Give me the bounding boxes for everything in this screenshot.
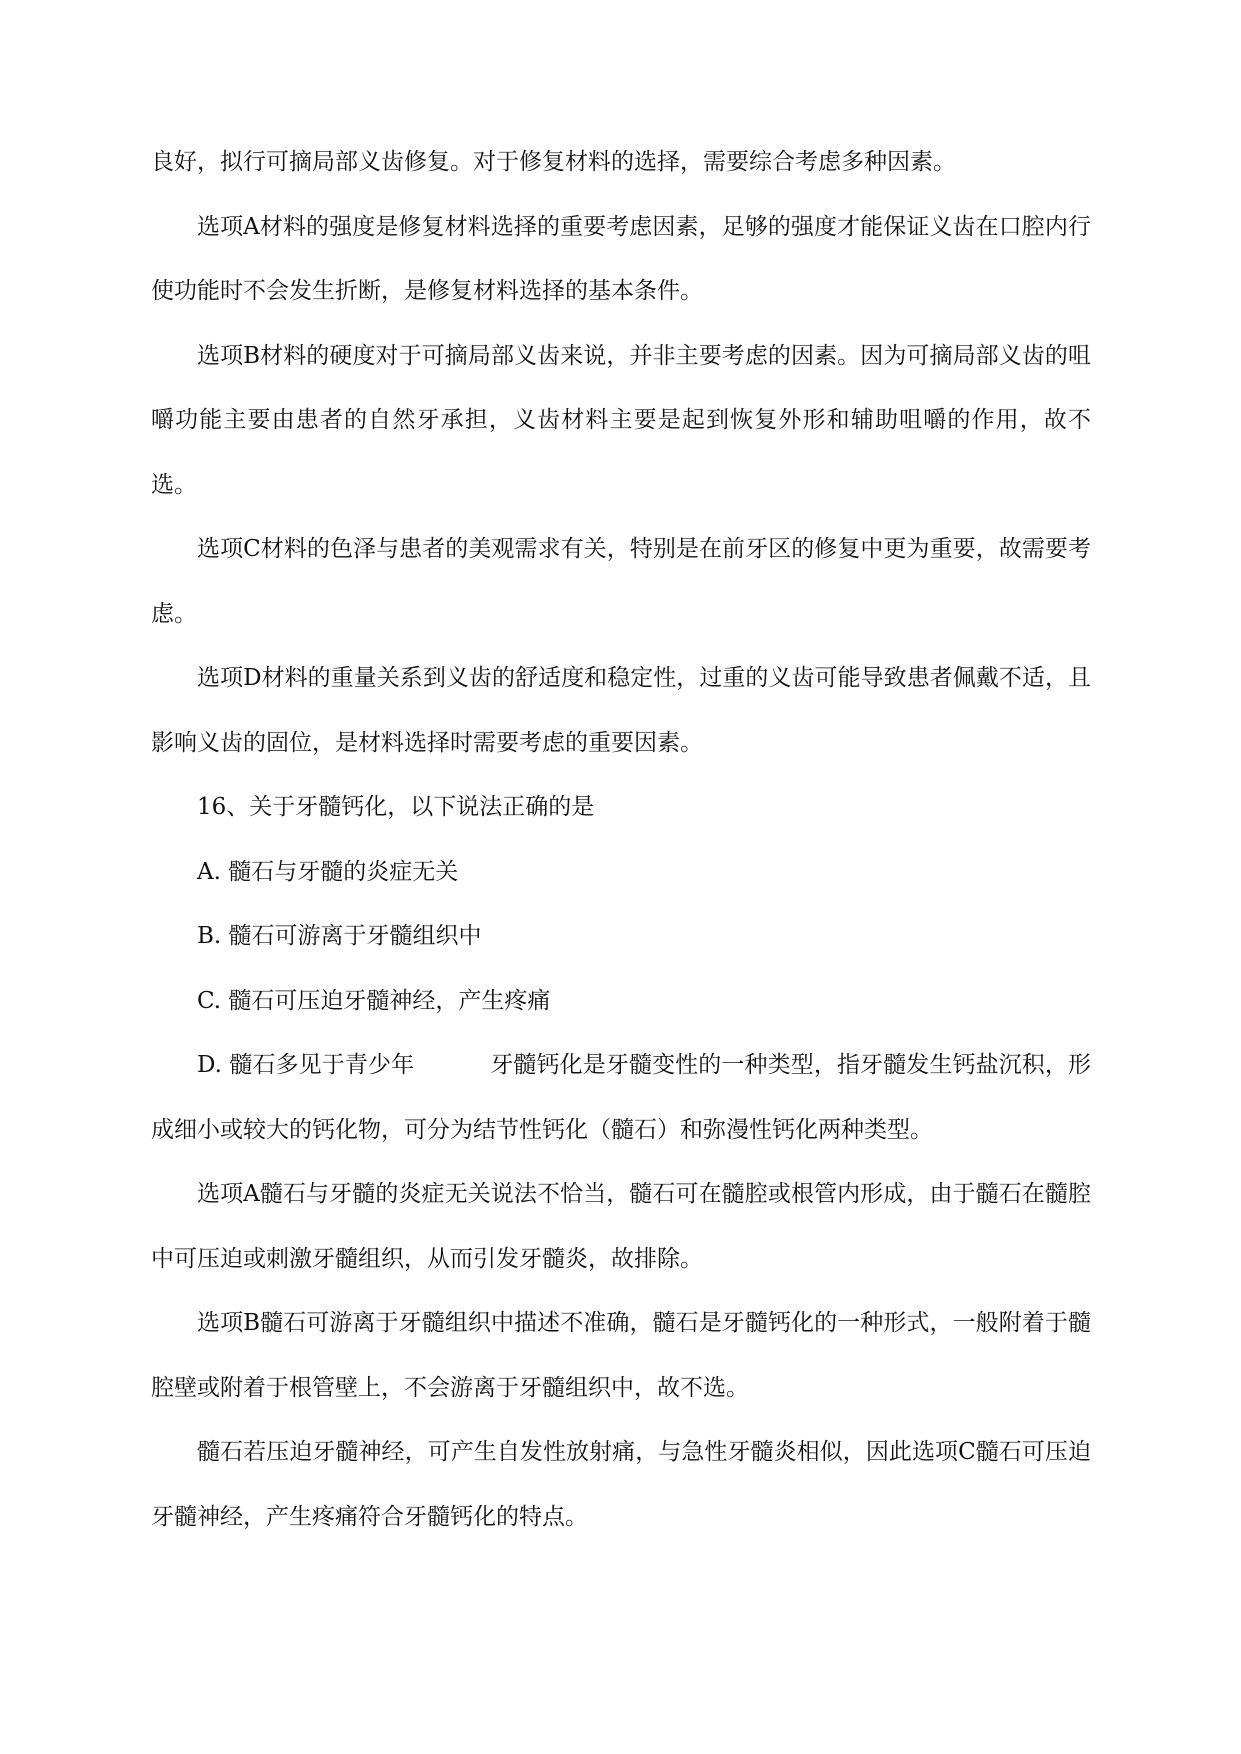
paragraph-q16-option-b-analysis: 选项B髓石可游离于牙髓组织中描述不准确，髓石是牙髓钙化的一种形式，一般附着于髓腔壁或附着于根管壁上，不会游离于牙髓组织中，故不选。: [151, 1310, 1091, 1401]
question-16-stem: 16、关于牙髓钙化，以下说法正确的是: [197, 794, 595, 820]
question-16-option-c: C. 髓石可压迫牙髓神经，产生疼痛: [197, 987, 551, 1014]
paragraph-option-d-analysis: 选项D材料的重量关系到义齿的舒适度和稳定性，过重的义齿可能导致患者佩戴不适，且影响义齿的固位，是材料选择时需要考虑的重要因素。: [151, 665, 1091, 756]
paragraph-intro: 良好，拟行可摘局部义齿修复。对于修复材料的选择，需要综合考虑多种因素。: [151, 149, 956, 175]
question-16-explanation: 牙髓钙化是牙髓变性的一种类型，指牙髓发生钙盐沉积，形成细小或较大的钙化物，可分为结节性钙化（髓石）和弥漫性钙化两种类型。: [151, 1052, 1092, 1143]
document-body: [151, 130, 1091, 1549]
paragraph-option-c-analysis: 选项C材料的色泽与患者的美观需求有关，特别是在前牙区的修复中更为重要，故需要考虑。: [151, 536, 1091, 627]
paragraph-q16-option-c-analysis: 髓石若压迫牙髓神经，可产生自发性放射痛，与急性牙髓炎相似，因此选项C髓石可压迫牙髓神经，产生疼痛符合牙髓钙化的特点。: [151, 1439, 1091, 1530]
question-16-option-b: B. 髓石可游离于牙髓组织中: [197, 923, 482, 949]
paragraph-q16-option-a-analysis: 选项A髓石与牙髓的炎症无关说法不恰当，髓石可在髓腔或根管内形成，由于髓石在髓腔中可压迫或刺激牙髓组织，从而引发牙髓炎，故排除。: [151, 1181, 1091, 1272]
question-16-option-d-paragraph: [151, 1033, 1091, 1162]
question-16-option-a: A. 髓石与牙髓的炎症无关: [197, 858, 459, 885]
paragraph-option-a-analysis: 选项A材料的强度是修复材料选择的重要考虑因素，足够的强度才能保证义齿在口腔内行使功能时不会发生折断，是修复材料选择的基本条件。: [151, 213, 1091, 304]
paragraph-option-b-analysis: 选项B材料的硬度对于可摘局部义齿来说，并非主要考虑的因素。因为可摘局部义齿的咀嚼功能主要由患者的自然牙承担，义齿材料主要是起到恢复外形和辅助咀嚼的作用，故不选。: [151, 342, 1091, 498]
question-16-option-d: D. 髓石多见于青少年: [197, 1052, 415, 1078]
